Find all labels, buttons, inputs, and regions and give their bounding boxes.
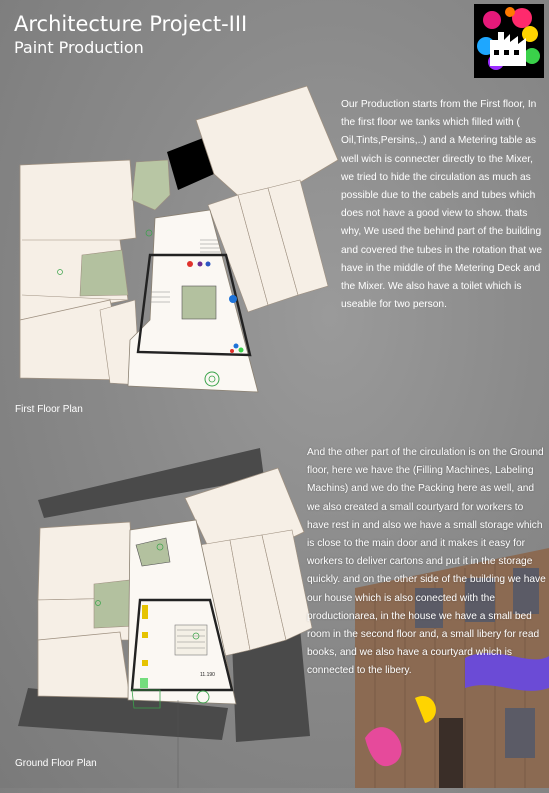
elevation-label: 11.190 <box>200 672 215 678</box>
first-floor-plan-label: First Floor Plan <box>15 404 83 415</box>
page-subtitle: Paint Production <box>14 38 144 57</box>
first-floor-description: Our Production starts from the First floor, In the first floor we tanks which filled with ( Oil,Tints,Persins,..) and a Metering table as well wich is connecter directly to the Mixer, we tried to hide the circulation as much as possible due to the cabels and tubes which does not have a good view to show. thats why, We used the behind part of the building and covered the tubes in the rotation that we have in the middle of the Metering Deck and the Mixer. We also have a toilet which is useable for two person. <box>341 99 543 311</box>
ground-floor-plan <box>18 448 312 788</box>
page-title: Architecture Project-III <box>14 12 248 36</box>
first-floor-plan <box>20 86 338 392</box>
ground-floor-description: And the other part of the circulation is on the Ground floor, here we have the (Filling Machines, Labeling Machins) and we do the Packing here as well, and we also created a small courtyard for workers to have rest in and also we have a small storage which is close to the main door and it makes it easy for workers to deliver cartons and put it in the storage quickly. and on the other side of the building we have our house which is also conected with the productionarea, in the house we have a small bed room in the second floor and, a small libery for read books, and we also have a courtyard which is connected to the libery. <box>307 447 546 677</box>
ground-floor-plan-label: Ground Floor Plan <box>15 758 97 769</box>
